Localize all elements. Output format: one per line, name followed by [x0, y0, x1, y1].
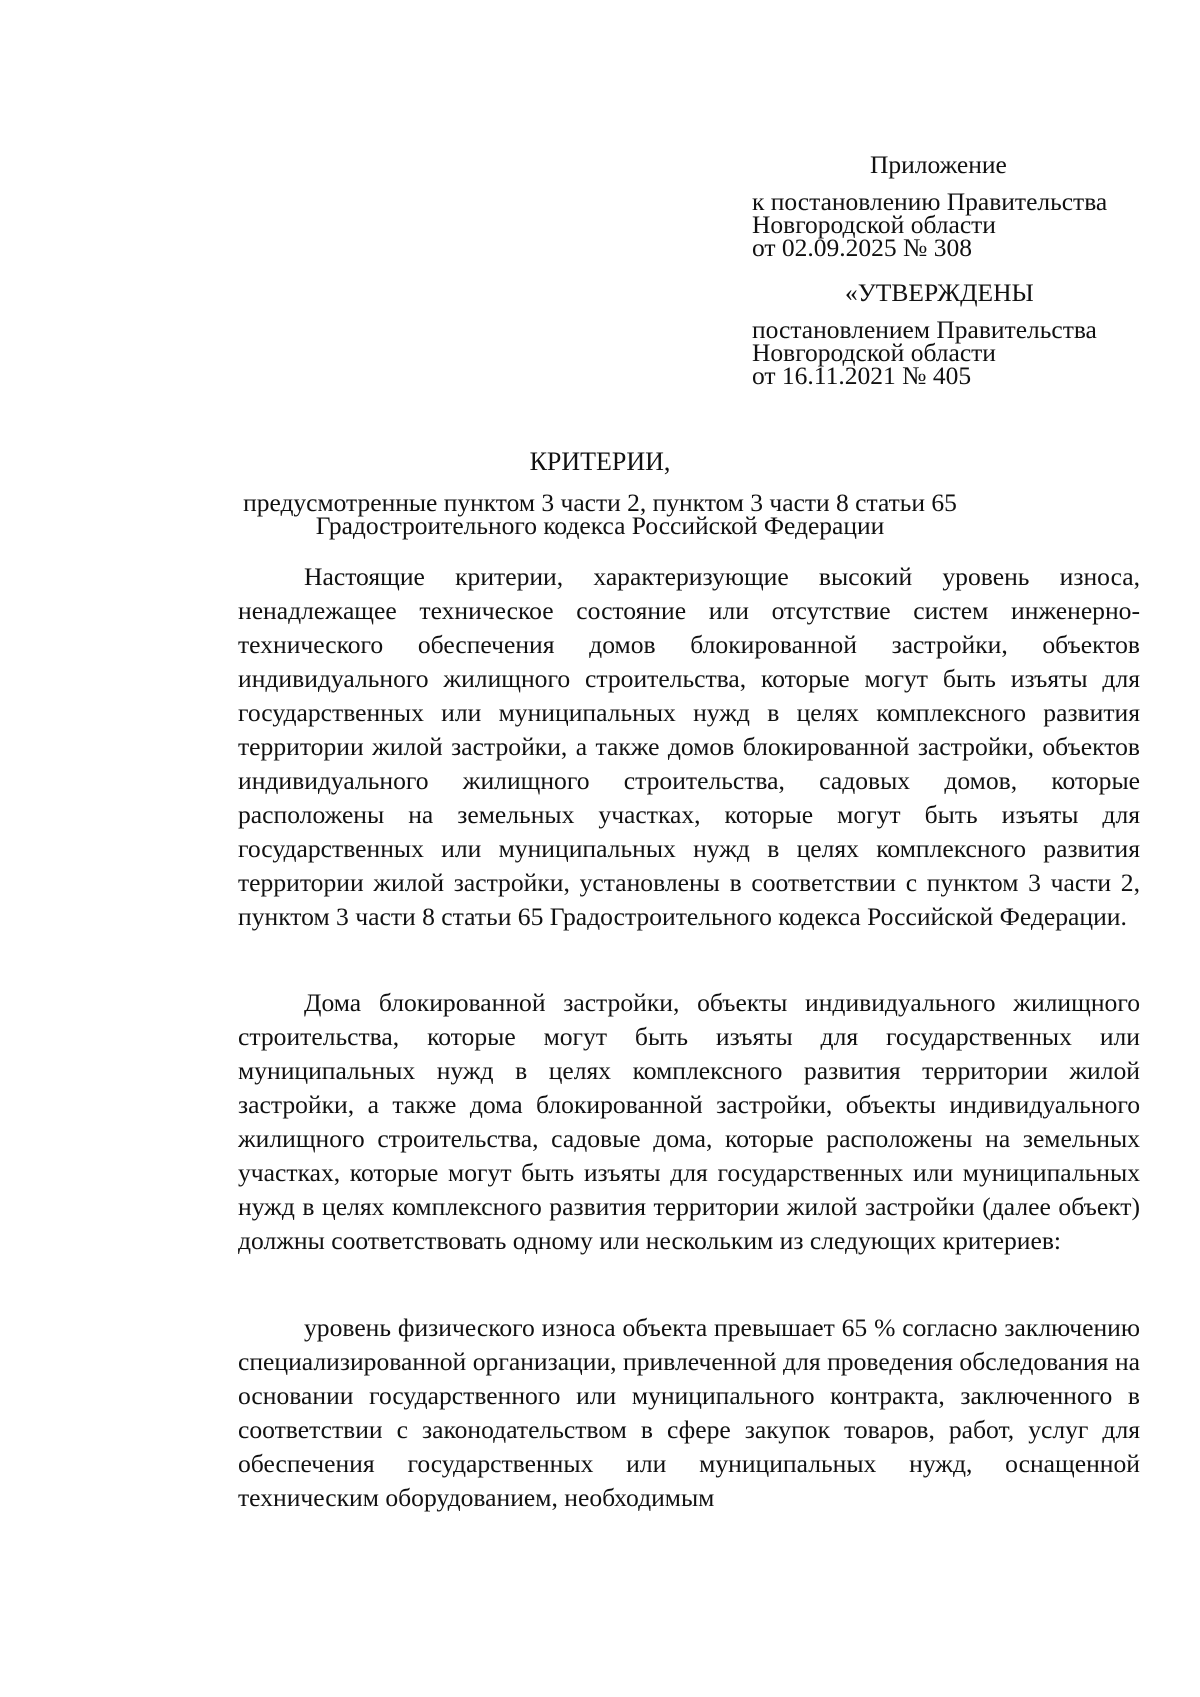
approved-line-1: постановлением Правительства — [752, 315, 1097, 344]
document-subtitle-line-1: предусмотренные пунктом 3 части 2, пунктом 3 части 8 статьи 65 — [243, 488, 957, 517]
approved-title: «УТВЕРЖДЕНЫ — [845, 278, 1034, 307]
document-title: КРИТЕРИИ, — [529, 447, 671, 476]
paragraph-3: уровень физического износа объекта превышает 65 % согласно заключению специализированной организации, привлеченной для проведения обследования на основании государственного или муниципального контракта, заключенного в соответствии с законодательством в сфере закупок товаров, работ, услуг для обеспечения государственных или муниципальных нужд, оснащенной техническим оборудованием, необходимым — [238, 1313, 1140, 1512]
appendix-line-1: к постановлению Правительства — [752, 187, 1108, 216]
paragraph-2: Дома блокированной застройки, объекты индивидуального жилищного строительства, которые могут быть изъяты для государственных или муниципальных нужд в целях комплексного развития территории жилой застройки, а также дома блокированной застройки, объекты индивидуального жилищного строительства, садовые дома, которые расположены на земельных участках, которые могут быть изъяты для государственных или муниципальных нужд в целях комплексного развития территории жилой застройки (далее объект) должны соответствовать одному или нескольким из следующих критериев: — [238, 988, 1140, 1255]
appendix-title: Приложение — [870, 150, 1007, 179]
approved-line-3: от 16.11.2021 № 405 — [752, 361, 972, 390]
paragraph-1: Настоящие критерии, характеризующие высокий уровень износа, ненадлежащее техническое состояние или отсутствие систем инженерно-технического обеспечения домов блокированной застройки, объектов индивидуального жилищного строительства, которые могут быть изъяты для государственных или муниципальных нужд в целях комплексного развития территории жилой застройки, а также домов блокированной застройки, объектов индивидуального жилищного строительства, садовых домов, которые расположены на земельных участках, которые могут быть изъяты для государственных или муниципальных нужд в целях комплексного развития территории жилой застройки, установлены в соответствии с пунктом 3 части 2, пунктом 3 части 8 статьи 65 Градостроительного кодекса Российской Федерации. — [238, 562, 1140, 931]
approved-line-2: Новгородской области — [752, 338, 996, 367]
document-subtitle-line-2: Градостроительного кодекса Российской Федерации — [315, 511, 885, 540]
appendix-line-2: Новгородской области — [752, 210, 996, 239]
appendix-line-3: от 02.09.2025 № 308 — [752, 233, 973, 262]
